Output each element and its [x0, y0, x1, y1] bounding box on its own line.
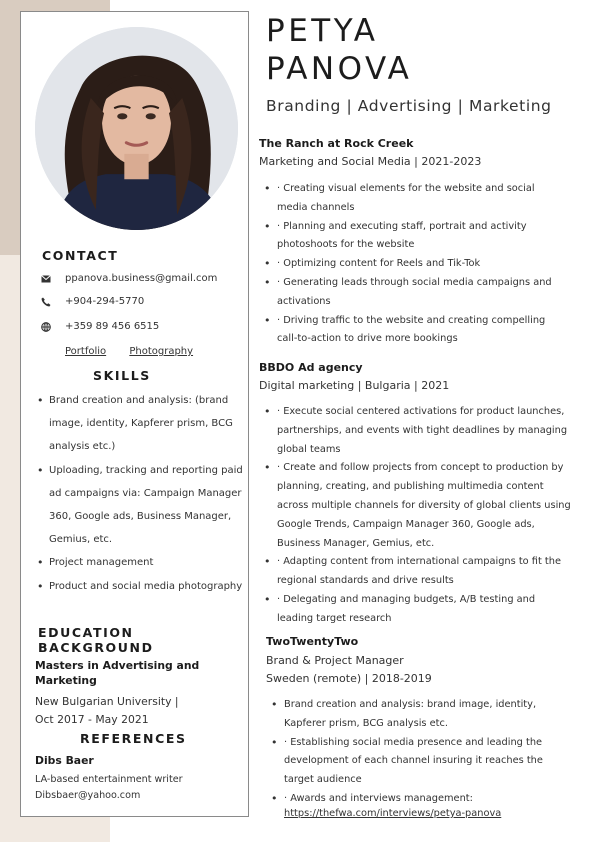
last-name: PANOVA: [266, 51, 413, 87]
job-role: Marketing and Social Media | 2021-2023: [259, 155, 482, 168]
job-bullet: • · Planning and executing staff, portrait and activity photoshoots for the website: [259, 218, 555, 256]
job-bullet: [266, 790, 562, 809]
job-location: Sweden (remote) | 2018-2019: [266, 672, 432, 685]
job-role: Digital marketing | Bulgaria | 2021: [259, 379, 450, 392]
education-dates: Oct 2017 - May 2021: [35, 713, 149, 726]
job-bullet: • · Establishing social media presence and leading the development of each channel insuring it reaches the target audience: [266, 734, 562, 790]
interview-url-link[interactable]: https://thefwa.com/interviews/petya-panova: [284, 808, 502, 819]
job-bullets: [259, 180, 555, 349]
job-bullets: [259, 403, 571, 629]
references-heading: REFERENCES: [80, 731, 187, 746]
job-company: TwoTwentyTwo: [266, 635, 359, 648]
skills-list: [35, 389, 245, 598]
job-bullet: • · Create and follow projects from concept to production by planning, creating, and publishing multimedia content across multiple channels for diversity of global clients using Google Trends, Campaign Manager 360, Google ads, Business Manager, Gemius, etc.: [259, 459, 571, 553]
skill-item: • Product and social media photography: [35, 575, 245, 598]
globe-icon: [41, 322, 51, 332]
skill-item: • Uploading, tracking and reporting paid ad campaigns via: Campaign Manager 360, Google ads, Business Manager, Gemius, etc.: [35, 459, 245, 552]
job-bullet-text: · Awards and interviews management:: [284, 792, 473, 804]
skill-item: • Project management: [35, 551, 245, 574]
job-bullet: • Brand creation and analysis: brand image, identity, Kapferer prism, BCG analysis etc.: [266, 696, 562, 734]
tagline: Branding | Advertising | Marketing: [266, 97, 552, 115]
sidebar: [20, 11, 249, 817]
contact-heading: CONTACT: [42, 248, 119, 263]
contact-phone-row[interactable]: [41, 296, 144, 307]
job-bullets: [266, 696, 562, 809]
contact-email-row[interactable]: [41, 273, 217, 284]
contact-email: ppanova.business@gmail.com: [65, 273, 218, 284]
reference-name: Dibs Baer: [35, 754, 94, 767]
contact-phone-bg-row[interactable]: [41, 321, 159, 332]
education-heading: EDUCATION BACKGROUND: [38, 625, 154, 655]
contact-links: [65, 346, 213, 357]
job-bullet: • · Creating visual elements for the website and social media channels: [259, 180, 555, 218]
reference-email: Dibsbaer@yahoo.com: [35, 790, 141, 801]
job-bullet: • · Optimizing content for Reels and Tik-Tok: [259, 255, 555, 274]
job-bullet: • · Adapting content from international campaigns to fit the regional standards and drive results: [259, 553, 571, 591]
job-bullet: • · Delegating and managing budgets, A/B testing and leading target research: [259, 591, 571, 629]
portrait-illustration: [35, 27, 238, 230]
skills-heading: SKILLS: [93, 368, 151, 383]
education-details: [35, 693, 235, 729]
profile-photo: [35, 27, 238, 230]
job-role: Brand & Project Manager: [266, 654, 404, 667]
job-bullet: • · Driving traffic to the website and creating compelling call-to-action to drive more bookings: [259, 312, 555, 350]
first-name: PETYA: [266, 13, 379, 49]
phone-icon: [41, 297, 51, 307]
skill-item: • Brand creation and analysis: (brand image, identity, Kapferer prism, BCG analysis etc.): [35, 389, 245, 459]
photography-link[interactable]: Photography: [129, 346, 194, 357]
job-bullet: • · Execute social centered activations for product launches, partnerships, and events with tight deadlines by managing global teams: [259, 403, 571, 459]
job-company: The Ranch at Rock Creek: [259, 137, 414, 150]
education-school: New Bulgarian University |: [35, 695, 179, 708]
candidate-name: [266, 12, 412, 88]
envelope-icon: [41, 274, 51, 284]
job-bullet: • · Generating leads through social media campaigns and activations: [259, 274, 555, 312]
contact-phone-bg: +359 89 456 6515: [65, 321, 160, 332]
education-degree: Masters in Advertising and Marketing: [35, 659, 200, 687]
job-company: BBDO Ad agency: [259, 361, 363, 374]
contact-phone: +904-294-5770: [65, 296, 145, 307]
reference-role: LA-based entertainment writer: [35, 774, 183, 785]
portfolio-link[interactable]: Portfolio: [65, 346, 107, 357]
